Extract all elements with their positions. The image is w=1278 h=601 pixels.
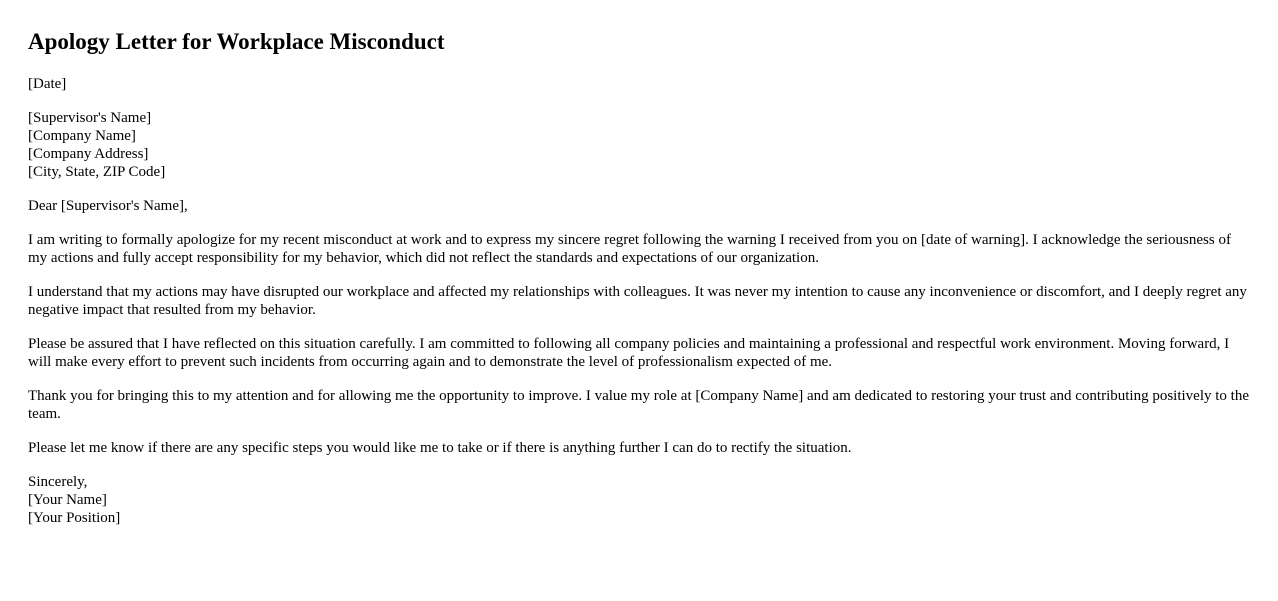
body-paragraph-2: I understand that my actions may have disrupted our workplace and affected my relationships with colleagues. It was never my intention to cause any inconvenience or discomfort, and I deeply regret any negative impact that resulted from my behavior.: [28, 284, 1247, 318]
letter-greeting: Dear [Supervisor's Name],: [28, 198, 188, 214]
letter-date: [Date]: [28, 76, 67, 92]
valediction: Sincerely,: [28, 474, 88, 490]
recipient-address: [Company Address]: [28, 146, 149, 162]
signer-name: [Your Name]: [28, 492, 107, 508]
body-paragraph-1: I am writing to formally apologize for my recent misconduct at work and to express my sincere regret following the warning I received from you on [date of warning]. I acknowledge the seriousness of my actions and fully accept responsibility for my behavior, which did not reflect the standards and expectations of our organization.: [28, 232, 1231, 266]
signer-position: [Your Position]: [28, 510, 121, 526]
body-paragraph-3: Please be assured that I have reflected on this situation carefully. I am committed to following all company policies and maintaining a professional and respectful work environment. Moving forward, I will make every effort to prevent such incidents from occurring again and to demonstrate the level of professionalism expected of me.: [28, 336, 1230, 370]
signature-block: [28, 473, 1250, 527]
recipient-city: [City, State, ZIP Code]: [28, 164, 166, 180]
recipient-company: [Company Name]: [28, 128, 136, 144]
body-paragraph-4: Thank you for bringing this to my attention and for allowing me the opportunity to improve. I value my role at [Company Name] and am dedicated to restoring your trust and contributing positively to the team.: [28, 388, 1249, 422]
body-paragraph-5: Please let me know if there are any specific steps you would like me to take or if there is anything further I can do to rectify the situation.: [28, 440, 852, 456]
recipient-address-block: [28, 109, 1250, 181]
recipient-name: [Supervisor's Name]: [28, 110, 152, 126]
page-title: Apology Letter for Workplace Misconduct: [28, 29, 445, 54]
